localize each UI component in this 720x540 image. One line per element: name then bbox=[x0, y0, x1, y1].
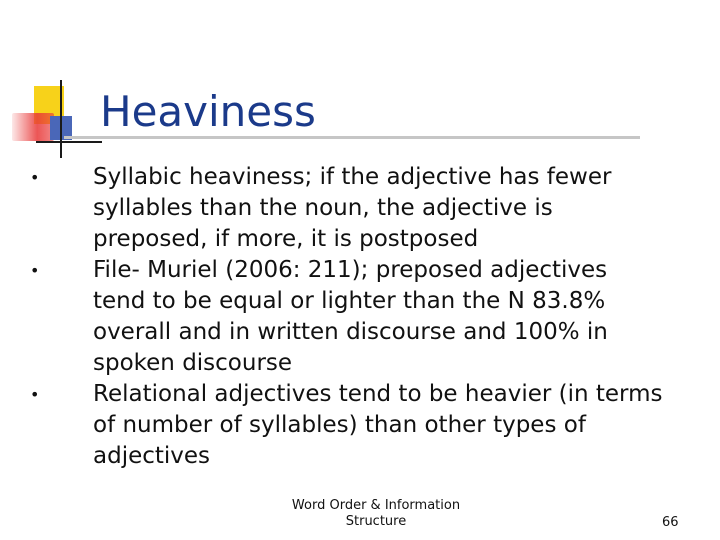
footer-line-2: Structure bbox=[345, 514, 407, 529]
title-divider bbox=[64, 136, 640, 139]
bullet-item bbox=[26, 255, 666, 379]
bullet-marker: • bbox=[30, 168, 40, 187]
footer-title bbox=[282, 498, 470, 530]
bullet-marker: • bbox=[30, 261, 40, 280]
bullet-marker: • bbox=[30, 385, 40, 404]
footer-line-1: Word Order & Information bbox=[291, 498, 461, 513]
logo-red-bar bbox=[12, 113, 54, 141]
logo-horizontal-line bbox=[36, 141, 102, 143]
logo-vertical-line bbox=[60, 80, 62, 158]
slide-title: Heaviness bbox=[100, 87, 316, 136]
page-number: 66 bbox=[662, 515, 679, 530]
bullet-list bbox=[26, 162, 666, 472]
bullet-item bbox=[26, 379, 666, 472]
bullet-text: Relational adjectives tend to be heavier (in terms of number of syllables) than other types of adjectives bbox=[93, 381, 663, 469]
bullet-text: Syllabic heaviness; if the adjective has fewer syllables than the noun, the adjective is preposed, if more, it is postposed bbox=[93, 164, 612, 252]
bullet-text: File- Muriel (2006: 211); preposed adjectives tend to be equal or lighter than the N 83.8% overall and in written discourse and 100% in spoken discourse bbox=[93, 257, 608, 376]
bullet-item bbox=[26, 162, 666, 255]
logo-decoration bbox=[0, 0, 110, 170]
